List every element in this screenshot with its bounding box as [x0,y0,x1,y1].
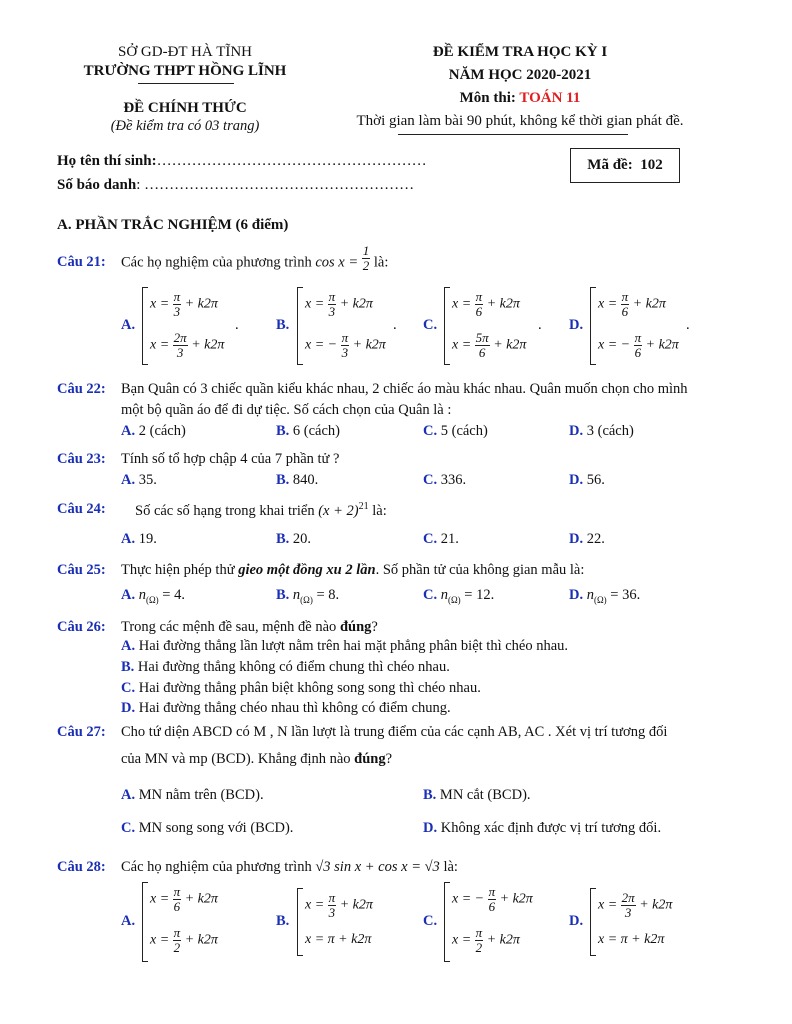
q22-option-a: A. 2 (cách) [121,423,186,439]
q21-bracket-b [297,287,303,365]
q21-bracket-d [590,287,596,365]
q24-expression: (x + 2) [318,502,359,519]
q25-option-c: C. $n_{(\Omega)} = 12$. [423,587,495,605]
q24-text: Số các số hạng trong khai triển $(x + 2)^{21}$ là: [135,501,387,519]
q21-bracket-a [142,287,148,365]
q23-text: Tính số tổ hợp chập 4 của 7 phần tử ? [121,451,340,467]
q27-emphasis: đúng [354,751,386,767]
q25-option-a: A. $n_{(\Omega)} = 4$. [121,587,185,605]
student-name-dots: ……………………………………………… [156,153,427,169]
q27-option-b: B. MN cắt (BCD). [423,787,531,803]
q21-label-d: D. [569,317,584,333]
q21-text [121,243,389,273]
q21-dot-b: . [393,317,397,333]
q26-option-c: C. Hai đường thẳng phân biệt không song song thì chéo nhau. [121,680,481,696]
q28-d-line2: x = π + k2π [598,932,665,947]
exam-code-box [570,148,680,183]
school-underline [138,83,234,84]
student-id-label: Số báo danh [57,177,137,193]
q21-dot-d: . [686,317,690,333]
student-id-row [57,177,414,194]
q24-exponent: 21 [358,501,369,512]
q28-number: Câu 28: [57,859,106,875]
q26-option-a: A. Hai đường thẳng lần lượt nằm trên hai mặt phẳng phân biệt thì chéo nhau. [121,638,569,654]
q21-a-line2: x = $\frac{2\pi}{3}$ + k2π [150,330,225,360]
student-name-row [57,153,427,170]
q28-text: Các họ nghiệm của phương trình √3 sin x + cos x = √3 là: [121,859,458,875]
student-id-dots: : ……………………………………………… [136,177,415,193]
q23-option-a: A. 35. [121,472,157,488]
q25-text: Thực hiện phép thử gieo một đồng xu 2 lần. Số phần tử của không gian mẫu là: [121,562,585,578]
exam-code: 102 [640,157,663,173]
q21-b-line2: x = − $\frac{\pi}{3}$ + k2π [305,330,386,360]
q28-label-d: D. [569,913,584,929]
q22-line1: Bạn Quân có 3 chiếc quần kiểu khác nhau, 2 chiếc áo màu khác nhau. Quân muốn chọn cho mình [121,381,688,397]
q27-option-a: A. MN nằm trên (BCD). [121,787,264,803]
q24-option-d: D. 22. [569,531,605,547]
q22-option-c: C. 5 (cách) [423,423,488,439]
q22-option-d: D. 3 (cách) [569,423,634,439]
school-year: NĂM HỌC 2020-2021 [448,67,592,83]
q28-bracket-c [444,882,450,962]
q25-number: Câu 25: [57,562,106,578]
q28-label-a: A. [121,913,136,929]
q27-line1: Cho tứ diện ABCD có M , N lần lượt là trung điểm của các cạnh AB, AC . Xét vị trí tương đối [121,724,668,740]
q21-c-line2: x = $\frac{5\pi}{6}$ + k2π [452,330,527,360]
q28-equation: √3 sin x + cos x = √3 [315,859,440,875]
q21-equation: cos x = [315,254,359,271]
section-a-title: A. PHẦN TRẮC NGHIỆM (6 điểm) [57,217,289,233]
q28-label-c: C. [423,913,438,929]
q28-b-line1: x = $\frac{\pi}{3}$ + k2π [305,890,373,920]
q21-frac-den: 2 [362,257,370,273]
exam-code-label: Mã đề: [587,157,633,173]
school-name: TRƯỜNG THPT HỒNG LĨNH [83,63,287,79]
q21-dot-c: . [538,317,542,333]
q24-number: Câu 24: [57,501,106,517]
q28-bracket-b [297,888,303,956]
q21-text-pre: Các họ nghiệm của phương trình [121,254,312,271]
q21-d-line1: x = $\frac{\pi}{6}$ + k2π [598,289,666,319]
q21-number: Câu 21: [57,254,106,270]
q23-number: Câu 23: [57,451,106,467]
q23-option-d: D. 56. [569,472,605,488]
q21-label-b: B. [276,317,290,333]
q24-option-a: A. 19. [121,531,157,547]
q26-option-d: D. Hai đường thẳng chéo nhau thì không có điểm chung. [121,700,451,716]
exam-title: ĐỀ KIỂM TRA HỌC KỲ I [432,44,608,60]
q26-option-b: B. Hai đường thẳng không có điểm chung thì chéo nhau. [121,659,450,675]
q23-option-b: B. 840. [276,472,319,488]
q28-b-line2: x = π + k2π [305,932,372,947]
q28-a-line1: x = $\frac{\pi}{6}$ + k2π [150,884,218,914]
q26-number: Câu 26: [57,619,106,635]
q21-frac-num: 1 [362,243,370,258]
q21-text-post: là: [373,254,389,271]
q25-emphasis: gieo một đồng xu 2 lần [238,562,376,578]
q26-text: Trong các mệnh đề sau, mệnh đề nào đúng? [121,619,378,635]
subject-name: TOÁN 11 [519,90,581,106]
q25-option-d: D. $n_{(\Omega)} = 36$. [569,587,641,605]
q21-label-a: A. [121,317,136,333]
q21-dot-a: . [235,317,239,333]
q23-option-c: C. 336. [423,472,467,488]
subject-line [330,90,710,107]
q28-bracket-a [142,882,148,962]
q21-d-line2: x = − $\frac{\pi}{6}$ + k2π [598,330,679,360]
q21-b-line1: x = $\frac{\pi}{3}$ + k2π [305,289,373,319]
q22-option-b: B. 6 (cách) [276,423,341,439]
q21-c-line1: x = $\frac{\pi}{6}$ + k2π [452,289,520,319]
pages-note: (Đề kiểm tra có 03 trang) [110,118,260,134]
q27-option-d: D. Không xác định được vị trí tương đối. [423,820,662,836]
q21-label-c: C. [423,317,438,333]
q28-label-b: B. [276,913,290,929]
subject-label: Môn thi: [459,90,520,106]
q27-option-c: C. MN song song với (BCD). [121,820,294,836]
q22-line2: một bộ quần áo để đi dự tiệc. Số cách chọn của Quân là : [121,402,452,418]
student-name-label: Họ tên thí sinh: [57,153,157,169]
duration-underline [398,134,628,135]
q24-option-b: B. 20. [276,531,312,547]
q28-a-line2: x = $\frac{\pi}{2}$ + k2π [150,925,218,955]
q28-bracket-d [590,888,596,956]
q28-d-line1: x = $\frac{2\pi}{3}$ + k2π [598,890,673,920]
q21-a-line1: x = $\frac{\pi}{3}$ + k2π [150,289,218,319]
official-label: ĐỀ CHÍNH THỨC [123,100,247,116]
q24-option-c: C. 21. [423,531,459,547]
q25-option-b: B. $n_{(\Omega)} = 8$. [276,587,340,605]
q26-emphasis: đúng [339,619,372,635]
q22-number: Câu 22: [57,381,106,397]
q27-line2: của MN và mp (BCD). Khẳng định nào đúng? [121,751,393,767]
q28-c-line1: x = − $\frac{\pi}{6}$ + k2π [452,884,533,914]
q21-bracket-c [444,287,450,365]
department-name: SỞ GD-ĐT HÀ TĨNH [117,44,253,60]
duration: Thời gian làm bài 90 phút, không kể thời gian phát đề. [356,113,684,129]
q27-number: Câu 27: [57,724,106,740]
q28-c-line2: x = $\frac{\pi}{2}$ + k2π [452,925,520,955]
